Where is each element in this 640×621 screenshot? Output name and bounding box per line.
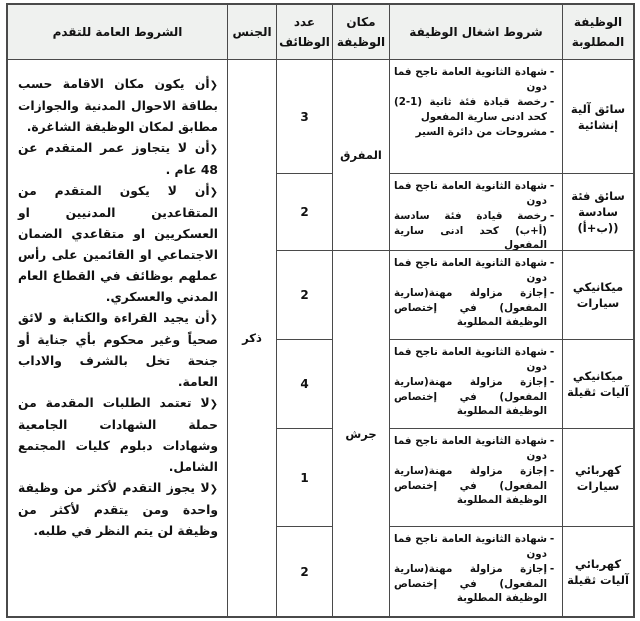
condition-item <box>394 532 557 561</box>
dash-bullet-icon: - <box>549 563 555 575</box>
job-conditions-row-6 <box>390 527 562 616</box>
header-general-conditions: الشروط العامة للتقدم <box>8 5 227 59</box>
general-condition-text: أن يكون مكان الاقامة حسب بطاقة الاحوال المدنية والجوازات مطابق لمكان الوظيفة الشاغرة. <box>18 77 218 134</box>
general-condition-text: أن لا يكون المتقدم من المتقاعدين المدنيين او العسكريين او متقاعدي الضمان الاجتماعي او القائمين على رأس عملهم بوظائف في القطاع العام المدني والعسكري. <box>18 184 218 304</box>
condition-text: شهادة الثانوية العامة ناجح فما دون <box>394 346 547 373</box>
general-condition <box>18 181 218 308</box>
arrow-bullet-icon: ❮ <box>209 144 218 155</box>
location-jerash: جرش <box>333 251 389 616</box>
dash-bullet-icon: - <box>549 465 555 477</box>
condition-text: إجازة مزاولة مهنة(سارية المفعول) في إختصاص الوظيفة المطلوبة <box>394 376 547 417</box>
condition-item <box>394 434 557 463</box>
dash-bullet-icon: - <box>549 210 555 222</box>
condition-item <box>394 562 557 606</box>
vacancy-count: 2 <box>277 527 332 616</box>
condition-text: شهادة الثانوية العامة ناجح فما دون <box>394 66 547 93</box>
job-conditions-row-5 <box>390 429 562 526</box>
job-title-heavy-machinery-electrician: كهربائي آليات ثقيلة <box>563 527 633 616</box>
condition-text: رخصة قيادة فئة ثانية (1-2) كحد ادنى سارية المفعول <box>394 96 547 123</box>
condition-item <box>394 125 557 140</box>
condition-text: رخصة قيادة فئة سادسة (أ+ب) كحد ادنى سارية المفعول <box>394 210 547 250</box>
condition-text: إجازة مزاولة مهنة(سارية المفعول) في إختصاص الوظيفة المطلوبة <box>394 287 547 328</box>
condition-item <box>394 286 557 330</box>
dash-bullet-icon: - <box>549 96 555 108</box>
condition-item <box>394 65 557 94</box>
arrow-bullet-icon: ❮ <box>209 80 218 91</box>
job-conditions-row-2 <box>390 174 562 250</box>
arrow-bullet-icon: ❮ <box>209 187 218 198</box>
dash-bullet-icon: - <box>549 257 555 269</box>
job-title-heavy-machinery-mechanic: ميكانيكي آليات ثقيلة <box>563 340 633 428</box>
condition-text: شهادة الثانوية العامة ناجح فما دون <box>394 435 547 462</box>
vacancy-count: 3 <box>277 60 332 173</box>
job-conditions-row-1 <box>390 60 562 173</box>
dash-bullet-icon: - <box>549 126 555 138</box>
condition-text: شهادة الثانوية العامة ناجح فما دون <box>394 180 547 207</box>
arrow-bullet-icon: ❮ <box>209 484 218 495</box>
general-conditions-cell <box>8 60 227 616</box>
condition-item <box>394 95 557 124</box>
condition-item <box>394 256 557 285</box>
vacancy-count: 1 <box>277 429 332 526</box>
arrow-bullet-icon: ❮ <box>209 399 218 410</box>
header-job-title: الوظيفة المطلوبة <box>563 5 633 59</box>
general-condition <box>18 74 218 138</box>
condition-item <box>394 464 557 508</box>
location-mafraq: المفرق <box>333 60 389 250</box>
vacancy-count: 4 <box>277 340 332 428</box>
condition-item <box>394 209 557 250</box>
condition-item <box>394 345 557 374</box>
job-title-car-mechanic: ميكانيكي سيارات <box>563 251 633 339</box>
arrow-bullet-icon: ❮ <box>209 314 218 325</box>
dash-bullet-icon: - <box>549 287 555 299</box>
vacancy-count: 2 <box>277 174 332 250</box>
general-condition-text: أن يجيد القراءة والكتابة و لائق صحياً وغير محكوم بأي جناية أو جنحة تخل بالشرف والاداب العامة. <box>18 311 218 389</box>
condition-text: شهادة الثانوية العامة ناجح فما دون <box>394 533 547 560</box>
general-condition-text: لا يجوز التقدم لأكثر من وظيفة واحدة ومن يتقدم لأكثر من وظيفة لن يتم النظر في طلبه. <box>18 481 218 538</box>
job-title-construction-machinery-driver: سائق آلية إنشائية <box>563 60 633 173</box>
condition-text: مشروحات من دائرة السير <box>415 126 547 138</box>
header-gender: الجنس <box>228 5 276 59</box>
job-vacancies-table <box>6 3 635 618</box>
general-condition <box>18 138 218 181</box>
job-title-category-six-driver: سائق فئة سادسة ((ب+أ) <box>563 174 633 250</box>
dash-bullet-icon: - <box>549 435 555 447</box>
condition-text: إجازة مزاولة مهنة(سارية المفعول) في إختصاص الوظيفة المطلوبة <box>394 465 547 506</box>
condition-item <box>394 179 557 208</box>
dash-bullet-icon: - <box>549 180 555 192</box>
job-conditions-row-4 <box>390 340 562 428</box>
condition-text: شهادة الثانوية العامة ناجح فما دون <box>394 257 547 284</box>
dash-bullet-icon: - <box>549 66 555 78</box>
header-job-location: مكان الوظيفة <box>333 5 389 59</box>
dash-bullet-icon: - <box>549 346 555 358</box>
gender-value: ذكر <box>228 60 276 616</box>
general-condition-text: لا تعتمد الطلبات المقدمة من حملة الشهادات الجامعية وشهادات دبلوم كليات المجتمع الشامل. <box>18 396 218 474</box>
header-job-conditions: شروط اشغال الوظيفة <box>390 5 562 59</box>
header-vacancy-count: عدد الوظائف <box>277 5 332 59</box>
dash-bullet-icon: - <box>549 376 555 388</box>
general-condition <box>18 393 218 478</box>
job-conditions-row-3 <box>390 251 562 339</box>
general-condition-text: أن لا يتجاوز عمر المتقدم عن 48 عام . <box>18 141 218 177</box>
general-condition <box>18 308 218 393</box>
general-condition <box>18 478 218 542</box>
condition-text: إجازة مزاولة مهنة(سارية المفعول) في إختصاص الوظيفة المطلوبة <box>394 563 547 604</box>
vacancy-count: 2 <box>277 251 332 339</box>
condition-item <box>394 375 557 419</box>
job-title-car-electrician: كهربائي سيارات <box>563 429 633 526</box>
dash-bullet-icon: - <box>549 533 555 545</box>
